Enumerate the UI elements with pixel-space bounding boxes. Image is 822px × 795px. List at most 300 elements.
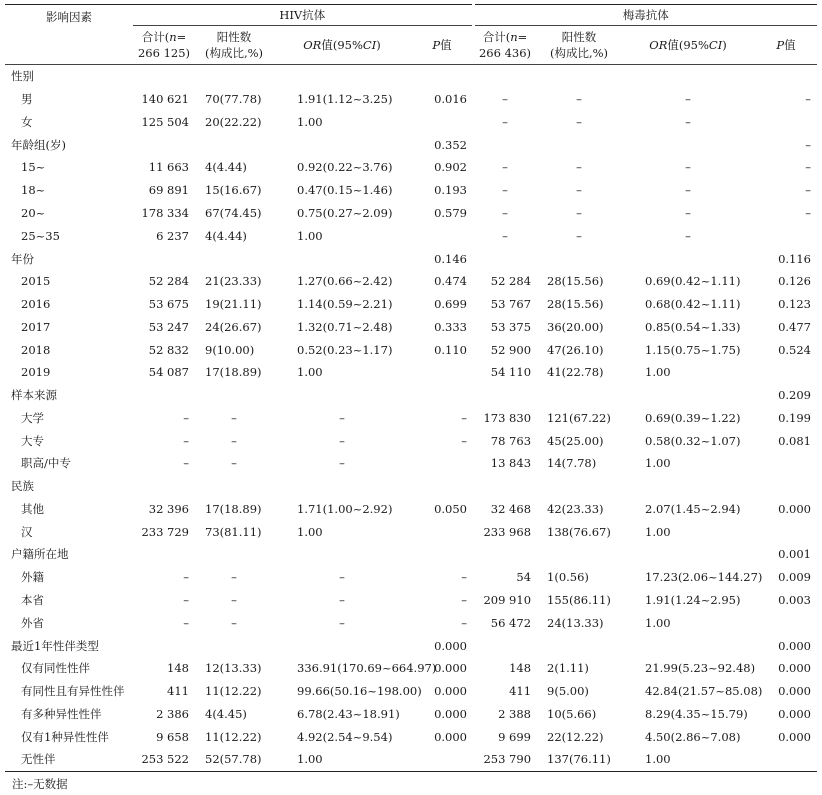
hiv-or-header: OR值(95%CI) xyxy=(273,26,411,65)
hiv-p-cell xyxy=(411,361,473,384)
hiv-positive-cell: 73(81.11) xyxy=(205,524,262,539)
hiv-or-cell: 0.75(0.27~2.09) xyxy=(297,205,393,220)
hiv-or-cell: 1.32(0.71~2.48) xyxy=(297,319,393,334)
hiv-positive-cell: – xyxy=(231,592,237,607)
hiv-or-cell xyxy=(273,133,411,156)
hiv-p-cell: 0.193 xyxy=(434,183,468,198)
syphilis-p-cell: 0.000 xyxy=(778,706,812,721)
hiv-positive-cell: 9(10.00) xyxy=(205,342,255,357)
hiv-p-cell: 0.333 xyxy=(434,319,468,334)
hiv-or-cell: 1.00 xyxy=(297,524,323,539)
hiv-positive-cell: – xyxy=(231,570,237,585)
hiv-positive-cell xyxy=(195,384,273,407)
hiv-or-cell xyxy=(273,475,411,498)
syphilis-or-cell: 0.69(0.39~1.22) xyxy=(645,410,741,425)
factor-header: 影响因素 xyxy=(5,5,133,65)
hiv-or-cell: 1.91(1.12~3.25) xyxy=(297,92,393,107)
hiv-or-cell: – xyxy=(339,592,345,607)
hiv-positive-cell xyxy=(195,634,273,657)
hiv-or-cell: – xyxy=(339,570,345,585)
hiv-p-cell xyxy=(411,224,473,247)
syphilis-positive-cell: – xyxy=(576,92,582,107)
hiv-p-cell: 0.110 xyxy=(434,342,468,357)
syphilis-positive-cell: 24(13.33) xyxy=(547,615,604,630)
hiv-total-cell: 52 284 xyxy=(148,274,189,289)
row-label: 外省 xyxy=(21,615,44,630)
hiv-or-cell: 6.78(2.43~18.91) xyxy=(297,706,400,721)
syphilis-or-cell: 0.68(0.42~1.11) xyxy=(645,297,741,312)
hiv-positive-cell: 24(26.67) xyxy=(205,319,262,334)
hiv-or-cell xyxy=(273,543,411,566)
row-label: 其他 xyxy=(21,501,44,516)
syphilis-total-cell xyxy=(473,543,537,566)
hiv-or-cell: 0.52(0.23~1.17) xyxy=(297,342,393,357)
syphilis-positive-cell: – xyxy=(576,228,582,243)
table-body xyxy=(5,65,817,772)
syphilis-positive-cell: – xyxy=(576,205,582,220)
hiv-or-cell: 1.00 xyxy=(297,114,323,129)
syphilis-or-cell: – xyxy=(685,114,691,129)
hiv-p-cell xyxy=(411,520,473,543)
hiv-positive-cell: 21(23.33) xyxy=(205,274,262,289)
syphilis-positive-cell xyxy=(537,543,621,566)
syphilis-total-cell xyxy=(473,475,537,498)
table-row xyxy=(5,111,817,134)
hiv-p-cell: 0.000 xyxy=(434,729,468,744)
row-label: 最近1年性伴类型 xyxy=(11,638,99,653)
syphilis-p-cell: – xyxy=(805,183,812,198)
table-row xyxy=(5,702,817,725)
hiv-total-cell: 69 891 xyxy=(148,183,189,198)
syphilis-p-cell xyxy=(755,361,817,384)
syphilis-or-cell: 0.85(0.54~1.33) xyxy=(645,319,741,334)
syphilis-p-cell: 0.116 xyxy=(778,251,812,266)
row-label: 2015 xyxy=(21,274,51,289)
hiv-total-cell: 53 675 xyxy=(148,297,189,312)
syphilis-or-cell: 1.00 xyxy=(645,615,671,630)
table-group-row xyxy=(5,384,817,407)
row-label: 有同性且有异性性伴 xyxy=(21,684,125,699)
hiv-positive-header: 阳性数 (构成比,%) xyxy=(195,26,273,65)
hiv-p-cell: 0.000 xyxy=(434,706,468,721)
row-label: 女 xyxy=(21,114,33,129)
hiv-or-cell: 1.00 xyxy=(297,365,323,380)
hiv-positive-cell: 52(57.78) xyxy=(195,748,273,771)
syphilis-positive-cell: 9(5.00) xyxy=(547,684,589,699)
hiv-p-header: P值 xyxy=(411,26,473,65)
hiv-total-cell: 253 522 xyxy=(133,748,195,771)
syphilis-or-cell: 4.50(2.86~7.08) xyxy=(645,729,741,744)
row-label: 2019 xyxy=(21,365,51,380)
syphilis-positive-cell: 138(76.67) xyxy=(547,524,611,539)
row-label: 年份 xyxy=(11,251,34,266)
syphilis-or-cell: 17.23(2.06~144.27) xyxy=(645,570,763,585)
syphilis-p-cell: 0.000 xyxy=(778,729,812,744)
table-group-row xyxy=(5,65,817,88)
hiv-total-cell: 411 xyxy=(167,684,189,699)
syphilis-or-cell: – xyxy=(685,183,691,198)
table-row xyxy=(5,498,817,521)
table-row xyxy=(5,452,817,475)
hiv-or-cell: 0.47(0.15~1.46) xyxy=(297,183,393,198)
hiv-total-cell: – xyxy=(183,570,189,585)
hiv-total-cell xyxy=(133,133,195,156)
syphilis-or-cell xyxy=(621,634,755,657)
hiv-total-cell: 2 386 xyxy=(156,706,189,721)
syphilis-p-cell: 0.000 xyxy=(778,501,812,516)
hiv-positive-cell: – xyxy=(231,410,237,425)
row-label: 民族 xyxy=(11,479,34,494)
syphilis-positive-cell xyxy=(537,475,621,498)
syphilis-p-cell: 0.081 xyxy=(778,433,812,448)
syphilis-positive-cell xyxy=(537,65,621,88)
syphilis-or-cell: – xyxy=(685,92,691,107)
syphilis-total-cell xyxy=(473,247,537,270)
hiv-p-cell: 0.902 xyxy=(434,160,468,175)
table-row xyxy=(5,338,817,361)
table-row xyxy=(5,429,817,452)
hiv-total-cell: – xyxy=(183,615,189,630)
syphilis-total-cell: – xyxy=(502,183,508,198)
hiv-total-cell: 32 396 xyxy=(148,501,189,516)
table-group-row xyxy=(5,543,817,566)
hiv-p-cell: – xyxy=(461,615,468,630)
syphilis-positive-cell: 10(5.66) xyxy=(547,706,597,721)
table-row xyxy=(5,293,817,316)
hiv-positive-cell: 12(13.33) xyxy=(205,661,262,676)
table-row xyxy=(5,725,817,748)
hiv-p-cell xyxy=(411,384,473,407)
syphilis-or-cell: 1.15(0.75~1.75) xyxy=(645,342,741,357)
syphilis-or-cell xyxy=(621,384,755,407)
syphilis-positive-cell: 41(22.78) xyxy=(547,365,604,380)
row-label: 25~35 xyxy=(21,228,60,243)
syphilis-p-cell: 0.477 xyxy=(778,319,812,334)
hiv-positive-cell xyxy=(195,247,273,270)
syphilis-positive-cell: 121(67.22) xyxy=(547,410,611,425)
syphilis-p-cell: 0.003 xyxy=(778,592,812,607)
syphilis-p-cell xyxy=(755,520,817,543)
hiv-p-cell: – xyxy=(461,410,468,425)
row-label: 大学 xyxy=(21,410,44,425)
row-label: 无性伴 xyxy=(5,748,133,771)
syphilis-positive-cell: 155(86.11) xyxy=(547,592,611,607)
syphilis-or-cell: 1.00 xyxy=(645,365,671,380)
hiv-p-cell: – xyxy=(461,592,468,607)
syphilis-or-cell xyxy=(621,247,755,270)
header-row-groups xyxy=(5,5,817,26)
hiv-total-cell xyxy=(133,543,195,566)
hiv-group-header: HIV抗体 xyxy=(133,5,473,26)
row-label: 外籍 xyxy=(21,570,44,585)
syphilis-p-cell: 0.126 xyxy=(778,274,812,289)
syphilis-positive-cell xyxy=(537,634,621,657)
hiv-p-cell: 0.146 xyxy=(434,251,468,266)
table-row xyxy=(5,748,817,771)
row-label: 有多种异性性伴 xyxy=(21,706,102,721)
syphilis-total-cell: 52 284 xyxy=(490,274,532,289)
hiv-positive-cell: 19(21.11) xyxy=(205,297,262,312)
syphilis-positive-cell: 22(12.22) xyxy=(547,729,604,744)
syphilis-total-cell xyxy=(473,384,537,407)
row-label: 18~ xyxy=(21,183,46,198)
table-row xyxy=(5,657,817,680)
hiv-p-cell xyxy=(411,475,473,498)
syphilis-total-cell: 78 763 xyxy=(490,433,532,448)
syphilis-positive-cell: 14(7.78) xyxy=(547,456,597,471)
hiv-total-cell: 125 504 xyxy=(141,114,189,129)
hiv-or-cell: 336.91(170.69~664.97) xyxy=(297,661,437,676)
syphilis-total-cell: 209 910 xyxy=(483,592,532,607)
hiv-total-cell: – xyxy=(183,433,189,448)
hiv-p-cell: – xyxy=(461,570,468,585)
table-row xyxy=(5,270,817,293)
hiv-p-cell xyxy=(411,748,473,771)
syphilis-or-cell: 0.58(0.32~1.07) xyxy=(645,433,741,448)
syphilis-or-cell xyxy=(621,543,755,566)
syphilis-p-cell xyxy=(755,65,817,88)
syphilis-p-header: P值 xyxy=(755,26,817,65)
hiv-or-cell xyxy=(273,65,411,88)
syphilis-p-cell: – xyxy=(805,205,812,220)
hiv-or-cell: – xyxy=(339,615,345,630)
hiv-positive-cell: 4(4.45) xyxy=(205,706,247,721)
row-label: 2018 xyxy=(21,342,51,357)
syphilis-total-header: 合计(n= 266 436) xyxy=(473,26,537,65)
hiv-positive-cell xyxy=(195,543,273,566)
row-label: 户籍所在地 xyxy=(11,547,69,562)
syphilis-or-cell: 1.00 xyxy=(645,524,671,539)
syphilis-group-header: 梅毒抗体 xyxy=(473,5,817,26)
row-label: 本省 xyxy=(21,592,44,607)
syphilis-positive-cell: 36(20.00) xyxy=(547,319,604,334)
hiv-or-cell: – xyxy=(339,433,345,448)
hiv-p-cell: – xyxy=(461,433,468,448)
syphilis-positive-cell xyxy=(537,133,621,156)
hiv-positive-cell: 15(16.67) xyxy=(205,183,262,198)
hiv-p-cell: 0.000 xyxy=(434,684,468,699)
syphilis-total-cell: 56 472 xyxy=(490,615,532,630)
syphilis-p-cell: 0.199 xyxy=(778,410,812,425)
table-row xyxy=(5,179,817,202)
hiv-positive-cell: 4(4.44) xyxy=(205,160,247,175)
hiv-or-cell xyxy=(273,384,411,407)
syphilis-or-cell: 0.69(0.42~1.11) xyxy=(645,274,741,289)
hiv-total-cell: 233 729 xyxy=(141,524,189,539)
hiv-or-cell: – xyxy=(339,410,345,425)
hiv-total-cell xyxy=(133,384,195,407)
syphilis-positive-cell: 28(15.56) xyxy=(547,297,604,312)
syphilis-p-cell: 0.009 xyxy=(778,570,812,585)
syphilis-total-cell: 53 375 xyxy=(490,319,532,334)
syphilis-p-cell: – xyxy=(805,92,812,107)
syphilis-total-cell: 9 699 xyxy=(498,729,532,744)
hiv-p-cell: 0.352 xyxy=(434,137,468,152)
syphilis-total-cell: 411 xyxy=(509,684,532,699)
table-row xyxy=(5,156,817,179)
syphilis-total-cell: 52 900 xyxy=(490,342,532,357)
hiv-positive-cell: 17(18.89) xyxy=(205,365,262,380)
syphilis-positive-cell: 42(23.33) xyxy=(547,501,604,516)
hiv-p-cell: 0.000 xyxy=(434,661,468,676)
syphilis-or-cell: 2.07(1.45~2.94) xyxy=(645,501,741,516)
syphilis-or-cell: 42.84(21.57~85.08) xyxy=(645,684,763,699)
syphilis-positive-cell: 1(0.56) xyxy=(547,570,589,585)
syphilis-p-cell xyxy=(755,224,817,247)
syphilis-or-cell: 1.00 xyxy=(621,748,755,771)
hiv-positive-cell xyxy=(195,133,273,156)
syphilis-p-cell: – xyxy=(805,137,812,152)
hiv-total-cell: 53 247 xyxy=(148,319,189,334)
syphilis-positive-cell xyxy=(537,384,621,407)
hiv-or-cell: 1.00 xyxy=(297,228,323,243)
table-group-row xyxy=(5,247,817,270)
syphilis-p-cell: 0.001 xyxy=(778,547,812,562)
hiv-total-cell: 9 658 xyxy=(156,729,189,744)
hiv-total-cell xyxy=(133,247,195,270)
syphilis-total-cell: – xyxy=(502,92,508,107)
hiv-total-cell: 54 087 xyxy=(148,365,189,380)
row-label: 大专 xyxy=(21,433,44,448)
table-row xyxy=(5,589,817,612)
syphilis-or-cell xyxy=(621,133,755,156)
syphilis-total-cell xyxy=(473,65,537,88)
syphilis-p-cell xyxy=(755,611,817,634)
row-label: 男 xyxy=(21,92,33,107)
table-row xyxy=(5,224,817,247)
hiv-or-cell: 4.92(2.54~9.54) xyxy=(297,729,393,744)
hiv-total-cell: 140 621 xyxy=(141,92,189,107)
syphilis-or-cell: – xyxy=(685,160,691,175)
syphilis-total-cell: 32 468 xyxy=(490,501,532,516)
syphilis-p-cell xyxy=(755,452,817,475)
syphilis-or-cell: 21.99(5.23~92.48) xyxy=(645,661,756,676)
syphilis-total-cell: 253 790 xyxy=(473,748,537,771)
syphilis-positive-cell: – xyxy=(576,160,582,175)
row-label: 15~ xyxy=(21,160,46,175)
syphilis-total-cell: – xyxy=(502,228,508,243)
hiv-positive-cell xyxy=(195,475,273,498)
syphilis-p-cell: 0.524 xyxy=(778,342,812,357)
hiv-positive-cell: 17(18.89) xyxy=(205,501,262,516)
syphilis-p-cell: 0.123 xyxy=(778,297,812,312)
hiv-or-cell: 1.27(0.66~2.42) xyxy=(297,274,393,289)
hiv-or-cell: 99.66(50.16~198.00) xyxy=(297,684,422,699)
syphilis-positive-header: 阳性数 (构成比,%) xyxy=(537,26,621,65)
syphilis-total-cell: 2 388 xyxy=(498,706,532,721)
syphilis-total-cell: 53 767 xyxy=(490,297,532,312)
syphilis-or-cell xyxy=(621,65,755,88)
table-row xyxy=(5,566,817,589)
table-note: 注:–无数据 xyxy=(12,777,68,791)
hiv-p-cell xyxy=(411,65,473,88)
row-label: 样本来源 xyxy=(11,388,57,403)
hiv-total-cell: – xyxy=(183,456,189,471)
hiv-total-cell: – xyxy=(183,592,189,607)
hiv-positive-cell xyxy=(195,65,273,88)
hiv-p-cell: 0.016 xyxy=(434,92,468,107)
row-label: 仅有1种异性性伴 xyxy=(21,729,109,744)
table-group-row xyxy=(5,133,817,156)
syphilis-positive-cell: – xyxy=(576,183,582,198)
syphilis-p-cell: 0.209 xyxy=(778,388,812,403)
hiv-p-cell xyxy=(411,452,473,475)
hiv-total-cell: 148 xyxy=(167,661,189,676)
syphilis-p-cell: 0.000 xyxy=(778,684,812,699)
syphilis-or-cell: 8.29(4.35~15.79) xyxy=(645,706,748,721)
syphilis-or-cell: – xyxy=(685,205,691,220)
syphilis-total-cell xyxy=(473,634,537,657)
table-row xyxy=(5,88,817,111)
row-label: 年龄组(岁) xyxy=(11,137,66,152)
syphilis-positive-cell: 45(25.00) xyxy=(547,433,604,448)
hiv-total-cell: 11 663 xyxy=(148,160,189,175)
table-row xyxy=(5,202,817,225)
hiv-or-cell: – xyxy=(339,456,345,471)
row-label: 2017 xyxy=(21,319,51,334)
hiv-positive-cell: 20(22.22) xyxy=(205,114,262,129)
hiv-or-cell: 0.92(0.22~3.76) xyxy=(297,160,393,175)
hiv-total-cell: 178 334 xyxy=(141,205,189,220)
row-label: 仅有同性性伴 xyxy=(21,661,90,676)
syphilis-positive-cell xyxy=(537,247,621,270)
hiv-total-cell xyxy=(133,634,195,657)
factor-table xyxy=(5,4,817,772)
hiv-p-cell: 0.474 xyxy=(434,274,468,289)
hiv-positive-cell: – xyxy=(231,456,237,471)
syphilis-or-header: OR值(95%CI) xyxy=(621,26,755,65)
hiv-or-cell: 1.14(0.59~2.21) xyxy=(297,297,393,312)
hiv-total-cell: – xyxy=(183,410,189,425)
table-row xyxy=(5,520,817,543)
table-row xyxy=(5,406,817,429)
table-row xyxy=(5,611,817,634)
hiv-positive-cell: – xyxy=(231,615,237,630)
syphilis-or-cell: – xyxy=(685,228,691,243)
row-label: 性别 xyxy=(11,69,34,84)
hiv-p-cell xyxy=(411,111,473,134)
syphilis-positive-cell: 28(15.56) xyxy=(547,274,604,289)
hiv-or-cell xyxy=(273,247,411,270)
syphilis-total-cell: 148 xyxy=(509,661,532,676)
row-label: 2016 xyxy=(21,297,51,312)
hiv-or-cell: 1.00 xyxy=(273,748,411,771)
syphilis-p-cell xyxy=(755,748,817,771)
hiv-total-header: 合计(n= 266 125) xyxy=(133,26,195,65)
syphilis-total-cell: – xyxy=(502,205,508,220)
syphilis-or-cell xyxy=(621,475,755,498)
row-label: 汉 xyxy=(21,524,33,539)
hiv-p-cell: 0.000 xyxy=(434,638,468,653)
hiv-total-cell: 6 237 xyxy=(156,228,189,243)
syphilis-p-cell: – xyxy=(805,160,812,175)
syphilis-positive-cell: 137(76.11) xyxy=(537,748,621,771)
row-label: 职高/中专 xyxy=(21,456,71,471)
syphilis-p-cell: 0.000 xyxy=(778,661,812,676)
table-row xyxy=(5,680,817,703)
hiv-positive-cell: 11(12.22) xyxy=(205,729,262,744)
syphilis-total-cell: – xyxy=(502,160,508,175)
syphilis-total-cell: 233 968 xyxy=(483,524,532,539)
syphilis-total-cell xyxy=(473,133,537,156)
hiv-positive-cell: 67(74.45) xyxy=(205,205,262,220)
syphilis-positive-cell: 2(1.11) xyxy=(547,661,589,676)
row-label: 20~ xyxy=(21,205,46,220)
hiv-total-cell: 52 832 xyxy=(148,342,189,357)
table-group-row xyxy=(5,475,817,498)
syphilis-positive-cell: 47(26.10) xyxy=(547,342,604,357)
hiv-positive-cell: – xyxy=(231,433,237,448)
